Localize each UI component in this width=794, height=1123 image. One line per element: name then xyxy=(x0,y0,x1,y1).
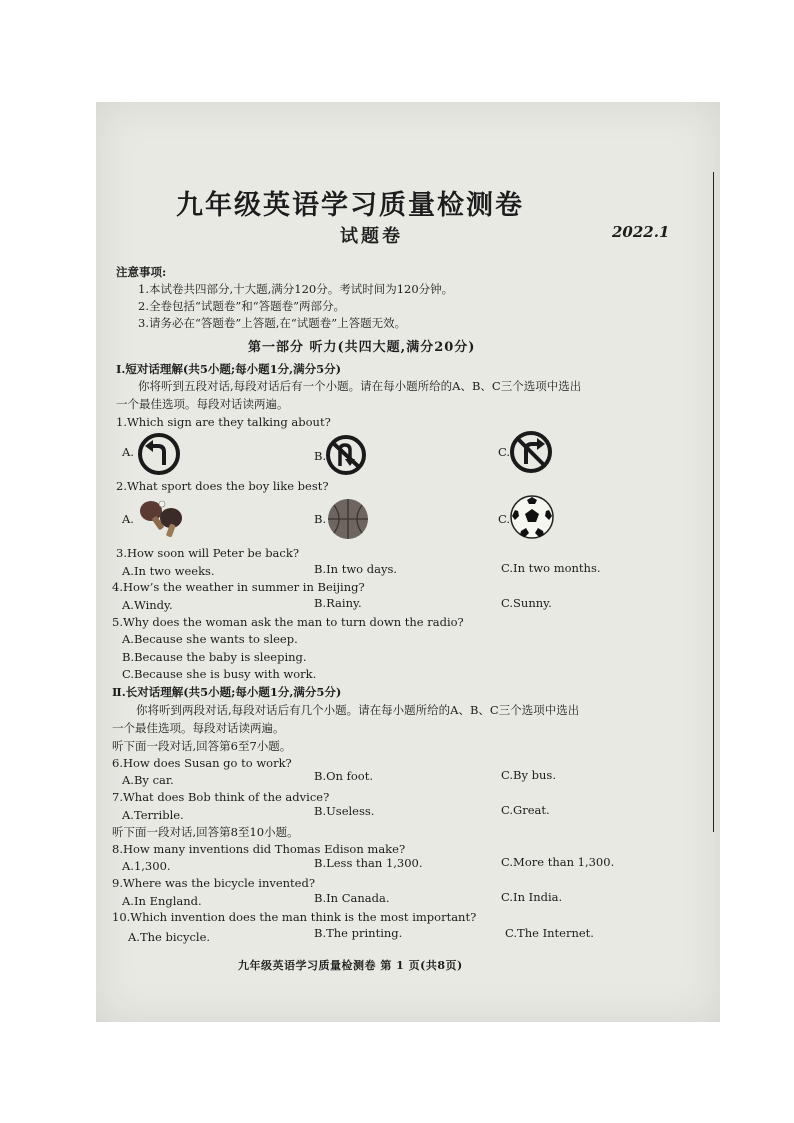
option-b: B.Useless. xyxy=(314,804,375,818)
option-a: A.The bicycle. xyxy=(128,930,211,944)
option-a: A.In England. xyxy=(122,894,202,908)
basketball-icon xyxy=(326,497,370,545)
option-a: A.Because she wants to sleep. xyxy=(122,632,298,646)
option-c: C.In two months. xyxy=(501,561,601,575)
option-b: B. xyxy=(314,449,327,463)
notes-heading: 注意事项: xyxy=(116,265,167,279)
option-c: C.In India. xyxy=(501,890,563,904)
option-b: B.In Canada. xyxy=(314,891,390,905)
question-text: 6.How does Susan go to work? xyxy=(112,756,292,770)
dialogue-lead: 听下面一段对话,回答第8至10小题。 xyxy=(112,825,299,839)
no-left-turn-sign-icon xyxy=(137,432,181,480)
question-text: 4.How’s the weather in summer in Beijing? xyxy=(112,580,365,594)
option-a: A. xyxy=(122,512,134,526)
no-u-turn-sign-icon xyxy=(325,434,367,480)
option-b: B. xyxy=(314,512,327,526)
no-right-turn-sign-icon xyxy=(509,430,553,478)
part-instructions: 你将听到五段对话,每段对话后有一个小题。请在每小题所给的A、B、C三个选项中选出 xyxy=(138,379,582,393)
paper-edge-line xyxy=(713,172,714,832)
dialogue-lead: 听下面一段对话,回答第6至7小题。 xyxy=(112,739,292,753)
question-text: 10.Which invention does the man think is the most important? xyxy=(112,910,477,924)
note-item: 2.全卷包括“试题卷”和“答题卷”两部分。 xyxy=(138,299,345,313)
part-heading: Ⅱ.长对话理解(共5小题;每小题1分,满分5分) xyxy=(112,685,342,699)
part-heading: Ⅰ.短对话理解(共5小题;每小题1分,满分5分) xyxy=(116,362,342,376)
option-a: A.In two weeks. xyxy=(122,564,215,578)
option-b: B.Because the baby is sleeping. xyxy=(122,650,307,664)
option-c: C.Because she is busy with work. xyxy=(122,667,317,681)
option-c: C.The Internet. xyxy=(505,926,594,940)
exam-title: 九年级英语学习质量检测卷 xyxy=(176,190,524,221)
option-c: C.By bus. xyxy=(501,768,556,782)
option-c: C.Great. xyxy=(501,803,550,817)
option-c: C. xyxy=(498,445,511,459)
question-text: 1.Which sign are they talking about? xyxy=(116,415,331,429)
part-instructions: 一个最佳选项。每段对话读两遍。 xyxy=(116,397,289,411)
option-b: B.The printing. xyxy=(314,926,403,940)
exam-date: 2022.1 xyxy=(612,223,670,241)
question-text: 9.Where was the bicycle invented? xyxy=(112,876,316,890)
part-instructions: 你将听到两段对话,每段对话后有几个小题。请在每小题所给的A、B、C三个选项中选出 xyxy=(136,703,580,717)
option-a: A. xyxy=(122,445,134,459)
question-text: 2.What sport does the boy like best? xyxy=(116,479,329,493)
option-b: B.Rainy. xyxy=(314,596,362,610)
option-a: A.1,300. xyxy=(122,859,171,873)
question-text: 5.Why does the woman ask the man to turn down the radio? xyxy=(112,615,464,629)
ping-pong-paddles-icon xyxy=(138,498,188,542)
option-b: B.In two days. xyxy=(314,562,398,576)
note-item: 1.本试卷共四部分,十大题,满分120分。考试时间为120分钟。 xyxy=(138,282,454,296)
option-b: B.On foot. xyxy=(314,769,373,783)
option-b: B.Less than 1,300. xyxy=(314,856,423,870)
note-item: 3.请务必在“答题卷”上答题,在“试题卷”上答题无效。 xyxy=(138,316,407,330)
option-c: C.More than 1,300. xyxy=(501,855,615,869)
option-a: A.Windy. xyxy=(122,598,173,612)
soccer-ball-icon xyxy=(509,494,555,544)
question-text: 7.What does Bob think of the advice? xyxy=(112,790,330,804)
part-instructions: 一个最佳选项。每段对话读两遍。 xyxy=(112,721,285,735)
option-a: A.Terrible. xyxy=(122,808,184,822)
section-title: 第一部分 听力(共四大题,满分20分) xyxy=(248,340,476,355)
option-c: C.Sunny. xyxy=(501,596,552,610)
option-a: A.By car. xyxy=(122,773,174,787)
question-text: 3.How soon will Peter be back? xyxy=(116,546,299,560)
page-footer: 九年级英语学习质量检测卷 第 1 页(共8页) xyxy=(238,959,463,972)
option-c: C. xyxy=(498,512,511,526)
question-text: 8.How many inventions did Thomas Edison make? xyxy=(112,842,406,856)
exam-subtitle: 试题卷 xyxy=(340,226,403,247)
